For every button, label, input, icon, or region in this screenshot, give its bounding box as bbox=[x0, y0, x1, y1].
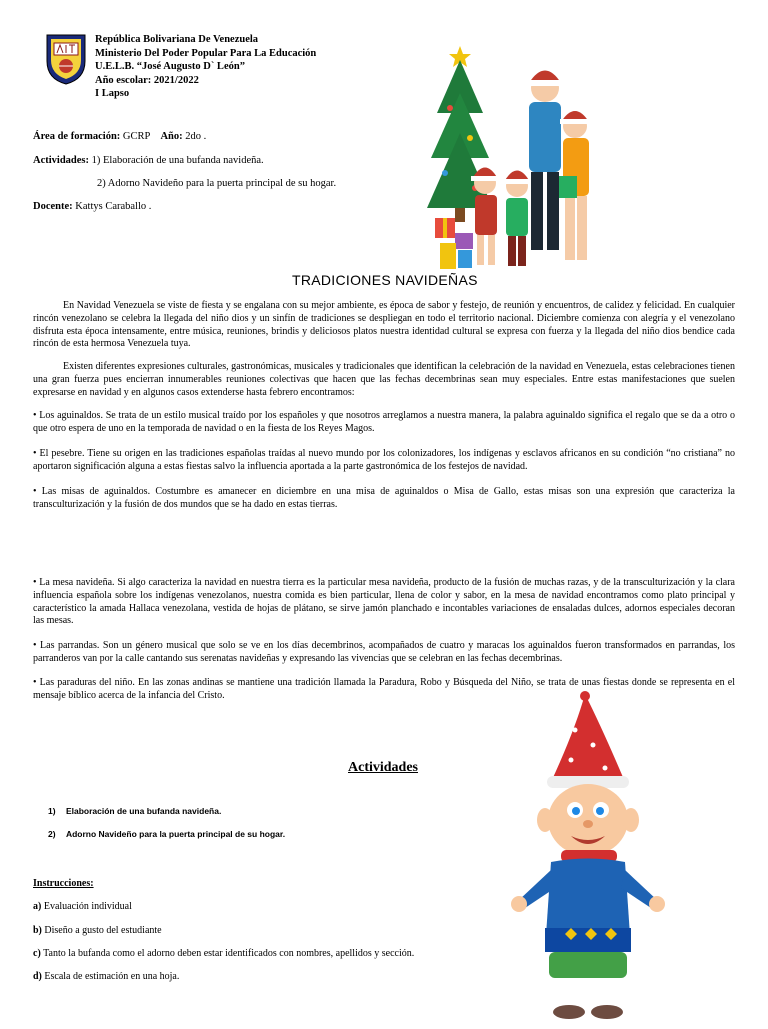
paragraph-expressions: Existen diferentes expresiones culturales, gastronómicas, musicales y tradicionales que identifican la celebración de la navidad en Venezuela, estas celebraciones tienen una gran fuerza pues encierran innumerables reuniones colectivas que hacen que las fechas decembrinas sean muy especiales. Entre estas manifestaciones que suelen expresarse en navidad y en algunos casos extenderse hasta febrero encontramos: bbox=[33, 361, 735, 398]
bullet-misas: • Las misas de aguinaldos. Costumbre es amanecer en diciembre en una misa de aguinaldos o Misa de Gallo, estas misas son una expresión que caracteriza la transculturización y la fusión de dos mundos que se ha dado en estas tierras. bbox=[33, 486, 735, 510]
instruction-label: a) bbox=[33, 901, 42, 912]
header-ministry: Ministerio Del Poder Popular Para La Educación bbox=[95, 47, 317, 59]
instruction-label: d) bbox=[33, 971, 42, 982]
bullet-mesa: • La mesa navideña. Si algo caracteriza la navidad en nuestra tierra es la particular mesa navideña, producto de la fusión de muchas razas, y de la transculturización y la clara influencia española sobre los indígenas venezolanos, nuestra comida es bien particular, llena de color y sabor, en la mesa de navidad encontramos como plato principal y característico la amada Hallaca venezolana, vestida de hojas de plátano, se sirve jamón planchado e incontables variaciones de ensaladas dulces, adornos especiales decoran las mesas. bbox=[33, 577, 735, 627]
school-header bbox=[95, 33, 316, 101]
activity-list-item bbox=[48, 806, 221, 816]
instruction-text: Evaluación individual bbox=[41, 901, 132, 912]
page-title: TRADICIONES NAVIDEÑAS bbox=[292, 272, 478, 288]
bullet-pesebre: • El pesebre. Tiene su origen en las tradiciones españolas traídas al nuevo mundo por los colonizadores, los indígenas y esclavos africanos en su condición “no cristiana” no aportaron significación alguna a estas fiestas salvo la influencia aportada a la parte gastronómica de los festejos de navidad. bbox=[33, 448, 735, 472]
header-school: U.E.L.B. “José Augusto D` León” bbox=[95, 61, 245, 72]
activity-text: Elaboración de una bufanda navideña. bbox=[65, 806, 222, 816]
activity-two: 2) Adorno Navideño para la puerta principal de su hogar. bbox=[97, 178, 337, 189]
school-logo bbox=[45, 33, 87, 85]
instruction-text: Diseño a gusto del estudiante bbox=[41, 925, 162, 936]
christmas-elf-image bbox=[505, 690, 670, 1024]
instruction-d bbox=[33, 971, 179, 982]
activities-label: Actividades: bbox=[33, 155, 89, 166]
bullet-paraduras: • Las paraduras del niño. En las zonas andinas se mantiene una tradición llamada la Paradura, Robo y Búsqueda del Niño, se trata de unas fiestas donde se representa en el mensaje bíblico acerca de la infancia del Cristo. bbox=[33, 677, 735, 701]
year-label: Año: bbox=[160, 131, 183, 142]
year-value: 2do . bbox=[182, 131, 207, 142]
activity-one: 1) Elaboración de una bufanda navideña. bbox=[89, 155, 264, 166]
activities-title: Actividades bbox=[348, 760, 418, 775]
activity-list-item bbox=[48, 829, 285, 839]
instructions-title: Instrucciones: bbox=[33, 878, 94, 889]
activity-number: 2) bbox=[48, 829, 56, 839]
activity-text: Adorno Navideño para la puerta principal de su hogar. bbox=[65, 829, 286, 839]
activities-line bbox=[33, 155, 264, 166]
instruction-text: Escala de estimación en una hoja. bbox=[41, 971, 180, 982]
paragraph-intro: En Navidad Venezuela se viste de fiesta y se engalana con su mejor ambiente, es época de sabor y festejo, de reunión y encuentros, de calidez y felicidad. En cualquier rincón venezolano se celebra la llegada del niño dios y un sinfín de tradiciones se despliegan en todo el territorio nacional. Diciembre comienza con alegría y el venezolano disfruta esta época intensamente, entre música, reuniones, brindis y deliciosos platos nuestra identidad cultural se expresa con fuerza y la llegada del niño dios bendice cada rincón de esta hermosa Venezuela tuya. bbox=[33, 300, 735, 350]
instruction-b bbox=[33, 925, 162, 936]
christmas-family-image bbox=[425, 38, 605, 274]
instruction-text: Tanto la bufanda como el adorno deben estar identificados con nombres, apellidos y sección. bbox=[40, 948, 415, 959]
header-term: I Lapso bbox=[95, 88, 130, 99]
bullet-aguinaldos: • Los aguinaldos. Se trata de un estilo musical traído por los españoles y que nosotros arreglamos a nuestra manera, la palabra aguinaldo significa el regalo que se da a otro o que otro espera de uno en la temporada de navidad o en la fiesta de los Reyes Magos. bbox=[33, 410, 735, 434]
instruction-label: c) bbox=[33, 948, 41, 959]
activity-number: 1) bbox=[48, 806, 56, 816]
area-value: GCRP bbox=[120, 131, 150, 142]
area-label: Área de formación: bbox=[33, 131, 121, 142]
instruction-c bbox=[33, 948, 414, 959]
bullet-parrandas: • Las parrandas. Son un género musical que solo se ve en los días decembrinos, acompañados de cuatro y maracas los aguinaldos fueron transformados en parrandas, los parranderos van por la calle cantando sus serenatas navideñas y expresando las vivencias que se celebran en las fechas decembrinas. bbox=[33, 640, 735, 664]
teacher-value: Kattys Caraballo . bbox=[72, 201, 152, 212]
teacher-line bbox=[33, 201, 151, 212]
header-school-year: Año escolar: 2021/2022 bbox=[95, 74, 199, 86]
teacher-label: Docente: bbox=[33, 201, 73, 212]
header-republic: República Bolivariana De Venezuela bbox=[95, 34, 259, 45]
instruction-label: b) bbox=[33, 925, 42, 936]
area-line bbox=[33, 131, 206, 142]
instruction-a bbox=[33, 901, 132, 912]
